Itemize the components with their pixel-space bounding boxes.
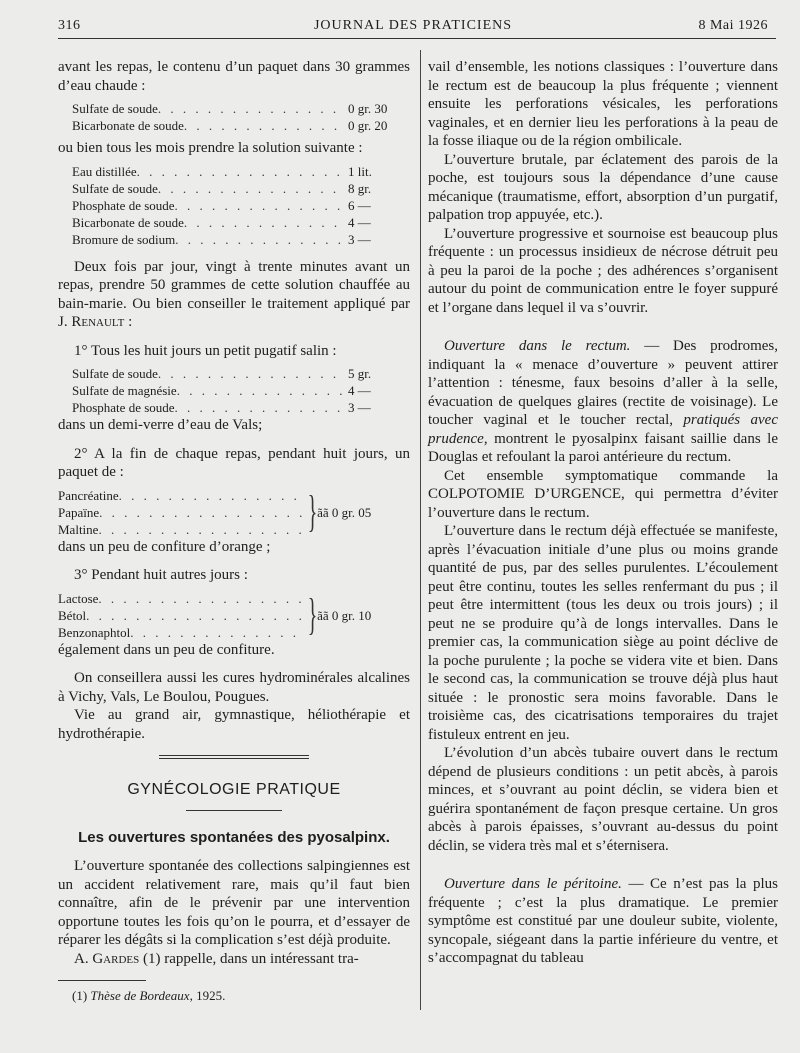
formula-3 (58, 365, 410, 416)
page-header (58, 14, 768, 36)
formula-5 (58, 590, 410, 641)
item-3-after: également dans un peu de confiture. (58, 641, 275, 658)
formula-row: Bicarbonate de soude . . . 4 — (58, 214, 410, 231)
item-2-intro: 2° A la fin de chaque repas, pendant huit jours, un paquet de : (58, 445, 410, 480)
formula-row: Phosphate de soude . . . 6 — (58, 197, 410, 214)
header-rule (58, 38, 776, 39)
formula-row: Sulfate de soude . . . 8 gr. (58, 180, 410, 197)
formula-row: Sulfate de magnésie . . . 4 — (58, 382, 410, 399)
formula-row: Bétol . . . (58, 607, 306, 624)
colpotomie-paragraph: Cet ensemble symptomatique commande la COLPOTOMIE D’URGENCE, qui permettra d’éviter l’ouverture dans le rectum. (428, 467, 778, 521)
article-paragraph-1: L’ouverture spontanée des collections salpingiennes est un accident relativement rare, mais qu’il faut bien connaître, afin de le prévenir par une intervention opportune toutes les fois qu’on le pourra, et d’essayer de réparer les dégâts si la complication s’est déjà produite. (58, 858, 410, 948)
formula-row: Bromure de sodium . . . 3 — (58, 231, 410, 248)
item-1-intro: 1° Tous les huit jours un petit pugatif salin : (74, 342, 337, 359)
journal-title: JOURNAL DES PRATICIENS (313, 18, 513, 33)
right-paragraph-2: L’ouverture brutale, par éclatement des parois de la poche, est toujours sous la dépendance d’une cause mécanique (traumatisme, effort, absorption d’un purgatif, palpation trop appuyée, etc.). (428, 151, 778, 223)
section-rule (159, 755, 309, 756)
formula-row: Sulfate de soude . . . 5 gr. (58, 365, 410, 382)
item-2-after: dans un peu de confiture d’orange ; (58, 538, 271, 555)
or-paragraph: ou bien tous les mois prendre la solution suivante : (58, 140, 363, 156)
formula-row: Benzonaphtol . . . (58, 624, 306, 641)
formula-row: Sulfate de soude . . . 0 gr. 30 (58, 100, 410, 117)
right-paragraph-7: L’évolution d’un abcès tubaire ouvert dans le rectum dépend de plusieurs conditions : un petit abcès, à parois minces, et s’ouvrant au point déclin, se videra bien et guérira spontanément de façon presque certaine. Un gros abcès à parois épaisses, s’ouvrant au-dessus du point déclin, se videra très mal et s’éternisera. (428, 745, 778, 854)
article-title: Les ouvertures spontanées des pyosalpinx. (78, 828, 390, 846)
section-underline (186, 810, 282, 811)
right-paragraph-1: vail d’ensemble, les notions classiques : l’ouverture dans le rectum est de beaucoup la plus fréquente ; viennent ensuite les perforations vésicales, les perforations vaginales, et en dernier lieu les perforations à la peau de la fosse iliaque ou de la région ombilicale. (428, 59, 778, 149)
issue-date: 8 Mai 1926 (698, 18, 768, 33)
item-1-after: dans un demi-verre d’eau de Vals; (58, 417, 263, 433)
cures-paragraph: On conseillera aussi les cures hydrominérales alcalines à Vichy, Vals, Le Boulou, Pougues. (58, 670, 410, 705)
rectum-paragraph: Ouverture dans le rectum. — Des prodromes, indiquant la « menace d’ouverture » peuvent attirer l’attention : ténesme, faux besoins d’aller à la selle, évacuation de quelques glaires (rectite de voisinage). Le toucher vaginal et le toucher rectal, pratiqués avec prudence, montrent le pyosalpinx faisant saillie dans le Douglas et refoulant la paroi antérieure du rectum. (428, 338, 778, 465)
formula-1 (58, 100, 410, 134)
right-column (428, 58, 778, 968)
brace-icon: } (307, 487, 318, 536)
peritoine-paragraph: Ouverture dans le péritoine. — Ce n’est pas la plus fréquente ; c’est la plus dramatique. Le premier symptôme est constitué par une douleur subite, violente, syncopale, siégeant dans la partie inférieure du ventre, et s’accompagnat du tableau (428, 876, 778, 966)
brace-icon: } (307, 590, 318, 639)
formula-row: Lactose . . . (58, 590, 306, 607)
footnote-rule (58, 980, 146, 981)
rectum-heading: Ouverture dans le rectum. (444, 338, 631, 354)
formula-dose: ãã 0 gr. 05 (317, 504, 372, 520)
right-paragraph-6: L’ouverture dans le rectum déjà effectuée se manifeste, après l’évacuation initiale d’une plus ou moins grande quantité de pus, par des selles purulentes. L’écoulement peut être continu, toutes les selles renfermant du pus ; il peut être intermittent (tous les deux ou trois jours) ; il peut ne se produire qu’à de longs intervalles. Dans le premier cas, la communication siège au point déclive de la poche purulente ; la poche se videra vite et bien. Dans le second cas, la communication se trouve déjà plus haut située : le pronostic sera moins favorable. Dans le troisième cas, des cicatrisations temporaires du trajet fistuleux entrent en jeu. (428, 523, 778, 743)
item-3-intro: 3° Pendant huit autres jours : (74, 567, 248, 583)
section-rule (159, 758, 309, 759)
right-paragraph-3: L’ouverture progressive et sournoise est beaucoup plus fréquente : un processus insidieux de nécrose détruit peu à peu la paroi de la poche ; des adhérences s’organisent autour du point de communication entre le foyer suppuré et l’organe dans lequel il va s’ouvrir. (428, 225, 778, 316)
article-paragraph-2: A. Gardes (1) rappelle, dans un intéressant tra- (74, 950, 359, 967)
footnote: (1) Thèse de Bordeaux, 1925. (72, 988, 226, 1003)
formula-row: Eau distillée . . . 1 lit. (58, 163, 410, 180)
intro-paragraph: avant les repas, le contenu d’un paquet dans 30 grammes d’eau chaude : (58, 59, 410, 94)
formula-row: Maltine . . . (58, 521, 306, 538)
page-number: 316 (58, 18, 81, 33)
formula-row: Bicarbonate de soude . . . 0 gr. 20 (58, 117, 410, 134)
formula-row: Pancréatine . . . (58, 487, 306, 504)
formula-4 (58, 487, 410, 538)
section-title: GYNÉCOLOGIE PRATIQUE (127, 781, 341, 798)
formula-2 (58, 163, 410, 248)
formula-row: Phosphate de soude . . . 3 — (58, 399, 410, 416)
formula-row: Papaïne . . . (58, 504, 306, 521)
formula-dose: ãã 0 gr. 10 (317, 607, 372, 623)
peritoine-heading: Ouverture dans le péritoine. (444, 876, 622, 892)
vie-paragraph: Vie au grand air, gymnastique, héliothérapie et hydrothérapie. (58, 707, 410, 742)
left-column (58, 58, 410, 1006)
column-divider (420, 50, 421, 1010)
renault-paragraph: Deux fois par jour, vingt à trente minutes avant un repas, prendre 50 grammes de cette solution chauffée au bain-marie. Ou bien conseiller le traitement appliqué par J. Renault : (58, 258, 410, 330)
